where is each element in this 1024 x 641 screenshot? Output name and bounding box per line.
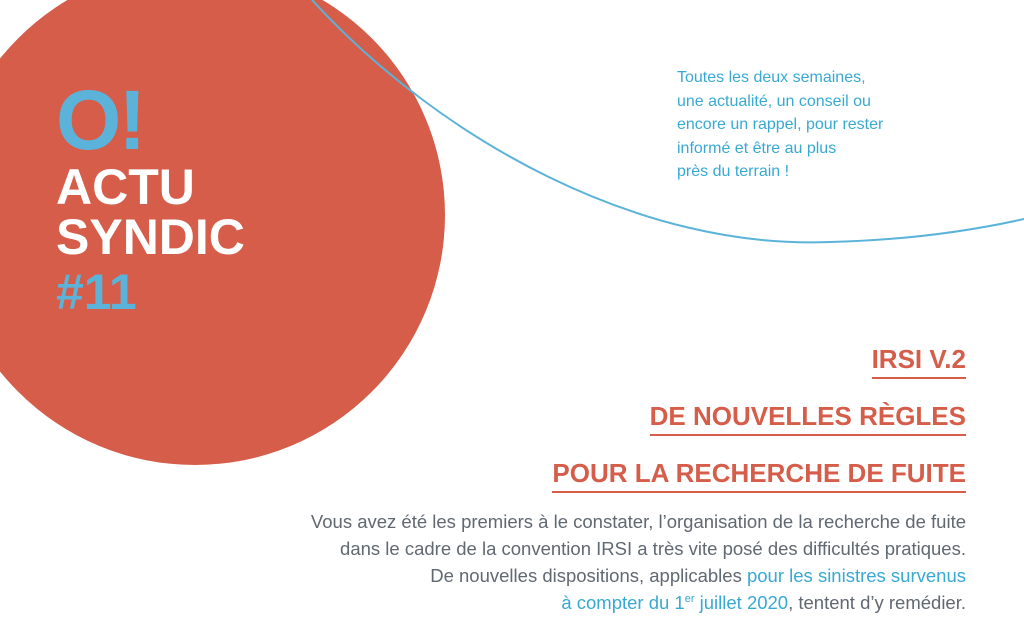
intro-line: informé et être au plus	[677, 139, 837, 157]
article-body	[106, 508, 966, 616]
body-line4-wrap	[106, 589, 966, 616]
brand-title-line1: ACTU	[56, 159, 195, 215]
intro-line: Toutes les deux semaines,	[677, 69, 866, 86]
headline-line3-wrap	[552, 458, 966, 493]
headline-line1-wrap	[552, 344, 966, 379]
body-line1: Vous avez été les premiers à le constater, l’organisation de la recherche de fuite	[310, 511, 966, 532]
body-line1-wrap	[106, 508, 966, 535]
body-line2: dans le cadre de la convention IRSI a très vite posé des difficultés pratiques.	[340, 538, 966, 559]
body-line3-wrap	[106, 562, 966, 589]
brand-title-line2: SYNDIC	[56, 209, 245, 265]
intro-line: près du terrain !	[677, 163, 790, 180]
brand-logo: O!	[56, 73, 144, 167]
body-line4-text: , tentent d’y remédier.	[788, 592, 966, 613]
body-line4-superscript: er	[684, 593, 695, 605]
body-line4-highlight-a: à compter du 1	[561, 592, 685, 613]
headline-line3: POUR LA RECHERCHE DE FUITE	[552, 458, 966, 493]
body-line4-highlight-b: juillet 2020	[694, 592, 789, 613]
brand-block	[56, 73, 245, 320]
headline-line2: DE NOUVELLES RÈGLES	[650, 401, 966, 436]
intro-line: une actualité, un conseil ou	[677, 92, 871, 110]
headline-line1: IRSI V.2	[872, 344, 966, 379]
body-line2-wrap	[106, 535, 966, 562]
intro-text	[677, 66, 997, 184]
body-line3-highlight: pour les sinistres survenus	[746, 565, 966, 586]
issue-number: #11	[56, 264, 137, 320]
headline-line2-wrap	[552, 401, 966, 436]
intro-line: encore un rappel, pour rester	[677, 116, 884, 133]
article-headline	[552, 344, 966, 515]
body-line3-text: De nouvelles dispositions, applicables	[430, 565, 747, 586]
